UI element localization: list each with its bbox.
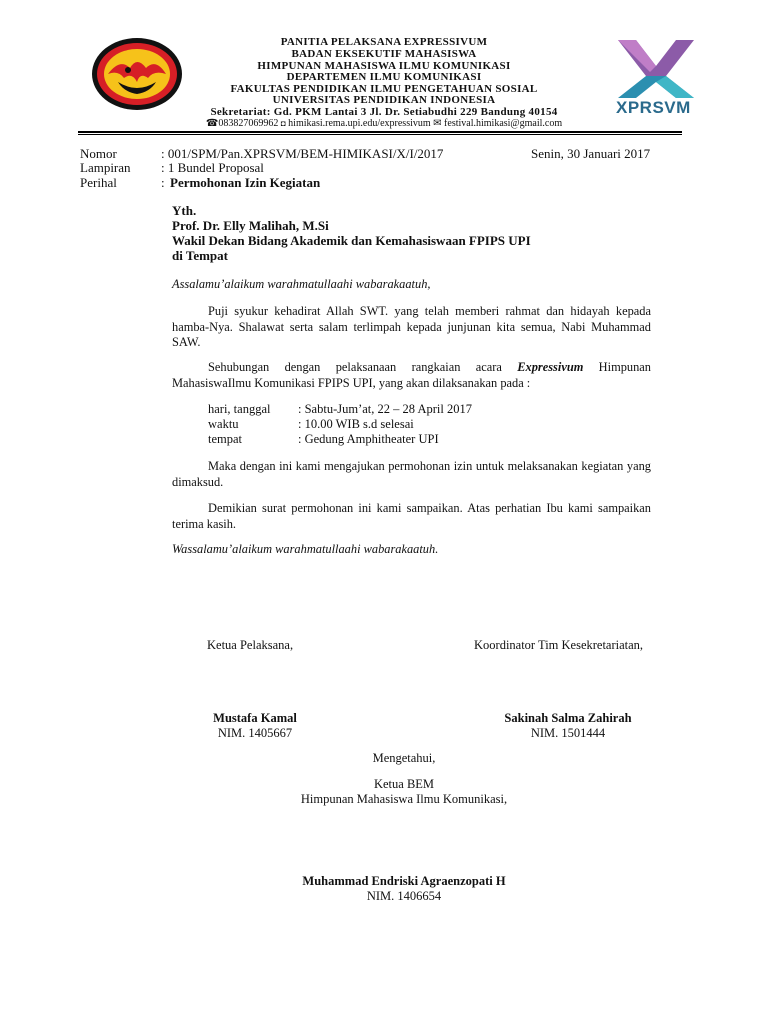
left-signer-title: Ketua Pelaksana, xyxy=(207,638,294,652)
bem-title: Ketua BEM xyxy=(373,777,435,791)
nomor-label: Nomor xyxy=(80,146,117,161)
kop-divider-thick xyxy=(78,131,682,133)
paragraph-2-a: Sehubungan dengan pelaksanaan rangkaian acara xyxy=(208,360,518,374)
contact-line xyxy=(0,118,768,129)
web-icon: ◘ xyxy=(280,119,286,128)
event-value-time: : 10.00 WIB s.d selesai xyxy=(298,417,414,431)
kop-line-5: FAKULTAS PENDIDIKAN ILMU PENGETAHUAN SOSIAL xyxy=(230,83,538,95)
paragraph-2-b: Himpunan MahasiswaIlmu Komunikasi FPIPS UPI, yang akan dilaksanakan pada : xyxy=(172,360,651,390)
kop-line-6: UNIVERSITAS PENDIDIKAN INDONESIA xyxy=(272,94,496,106)
nomor-value: : 001/SPM/Pan.XPRSVM/BEM-HIMIKASI/X/I/2017 xyxy=(161,146,444,161)
perihal-colon: : xyxy=(161,175,165,190)
kop-line-3: HIMPUNAN MAHASISWA ILMU KOMUNIKASI xyxy=(257,60,511,72)
kop-line-4: DEPARTEMEN ILMU KOMUNIKASI xyxy=(286,71,482,83)
event-label-date: hari, tanggal xyxy=(208,402,271,416)
paragraph-3: Maka dengan ini kami mengajukan permohonan izin untuk melaksanakan kegiatan yang dimaksud. xyxy=(172,459,651,489)
right-signer-nim: NIM. 1501444 xyxy=(530,726,606,740)
perihal-value: Permohonan Izin Kegiatan xyxy=(170,175,321,190)
recipient-place: di Tempat xyxy=(172,248,228,263)
event-name: Expressivum xyxy=(517,360,584,374)
recipient-name: Prof. Dr. Elly Malihah, M.Si xyxy=(172,218,329,233)
recipient-position: Wakil Dekan Bidang Akademik dan Kemahasiswaan FPIPS UPI xyxy=(172,233,531,248)
bem-signer-name: Muhammad Endriski Agraenzopati H xyxy=(302,874,506,888)
mail-icon: ✉ xyxy=(433,118,442,129)
closing-salutation: Wassalamu’alaikum warahmatullaahi wabarakaatuh. xyxy=(172,542,439,556)
mengetahui-label: Mengetahui, xyxy=(372,751,436,765)
letter-date: Senin, 30 Januari 2017 xyxy=(531,146,651,161)
recipient-yth: Yth. xyxy=(172,203,197,218)
paragraph-4: Demikian surat permohonan ini kami sampaikan. Atas perhatian Ibu kami sampaikan terima kasih. xyxy=(172,501,651,531)
contact-web: himikasi.rema.upi.edu/expressivum xyxy=(288,118,431,129)
perihal-label: Perihal xyxy=(80,175,117,190)
right-signer-title: Koordinator Tim Kesekretariatan, xyxy=(474,638,644,652)
lampiran-value: : 1 Bundel Proposal xyxy=(161,160,264,175)
xprsvm-logo-text: XPRSVM xyxy=(616,98,691,117)
event-label-place: tempat xyxy=(208,432,243,446)
left-signer-name: Mustafa Kamal xyxy=(213,711,297,725)
right-signer-name: Sakinah Salma Zahirah xyxy=(504,711,632,725)
kop-divider-thin xyxy=(78,134,682,135)
lampiran-label: Lampiran xyxy=(80,160,131,175)
contact-phone: 083827069962 xyxy=(218,118,279,129)
event-value-place: : Gedung Amphitheater UPI xyxy=(298,432,439,446)
event-label-time: waktu xyxy=(208,417,239,431)
secretariat-address: Sekretariat: Gd. PKM Lantai 3 Jl. Dr. Setiabudhi 229 Bandung 40154 xyxy=(210,106,558,118)
left-signer-nim: NIM. 1405667 xyxy=(217,726,293,740)
bem-signer-nim: NIM. 1406654 xyxy=(366,889,442,903)
kop-line-1: PANITIA PELAKSANA EXPRESSIVUM xyxy=(280,36,488,48)
event-value-date: : Sabtu-Jum’at, 22 – 28 April 2017 xyxy=(298,402,472,416)
contact-email: festival.himikasi@gmail.com xyxy=(444,118,563,129)
bem-org: Himpunan Mahasiswa Ilmu Komunikasi, xyxy=(300,792,508,806)
paragraph-1: Puji syukur kehadirat Allah SWT. yang telah memberi rahmat dan hidayah kepada hamba-Nya. Shalawat serta salam terlimpah kepada junjunan kita semua, Nabi Muhammad SAW. xyxy=(172,304,651,349)
phone-icon: ☎ xyxy=(205,118,219,129)
paragraph-2 xyxy=(172,360,651,391)
greeting: Assalamu’alaikum warahmatullaahi wabarakaatuh, xyxy=(172,277,431,291)
kop-line-2: BADAN EKSEKUTIF MAHASISWA xyxy=(291,48,477,60)
